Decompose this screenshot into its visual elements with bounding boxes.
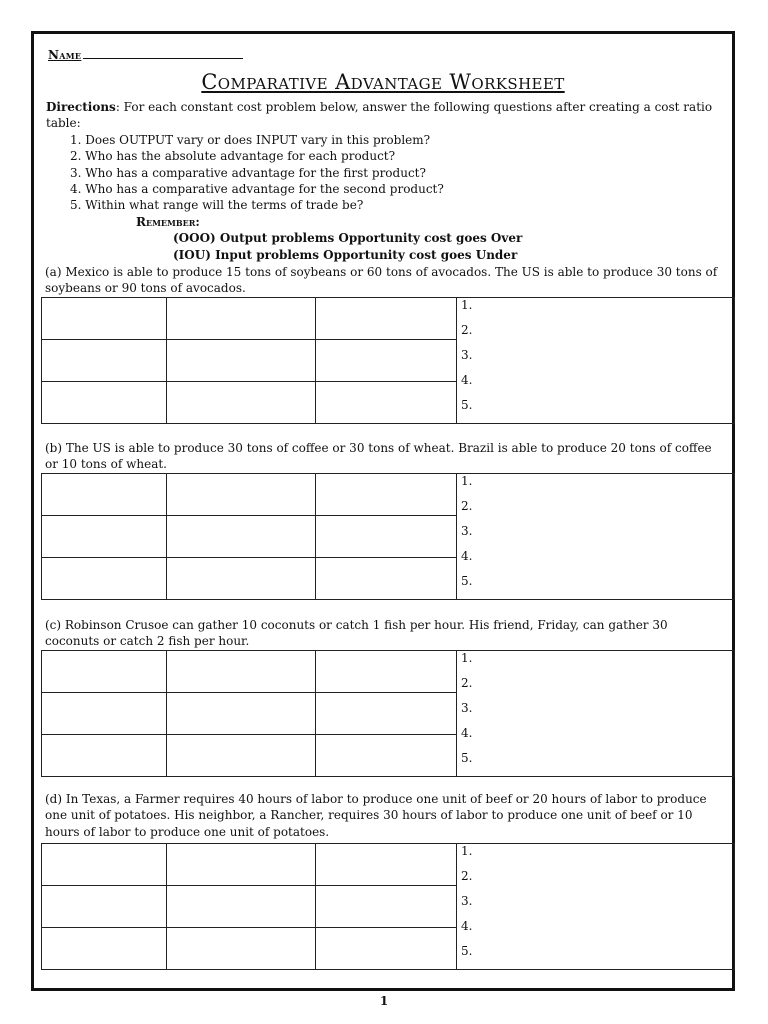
table-cell[interactable] [316,516,457,558]
problem-text: (b) The US is able to produce 30 tons of coffee or 30 tons of wheat. Brazil is able to produce 20 tons of coffee or 10 tons of wheat. [45,441,712,472]
answer-label: 4. [461,726,473,740]
table-cell[interactable] [42,340,167,382]
answer-label: 1. [461,474,473,488]
table-cell[interactable] [316,340,457,382]
problem-text: (c) Robinson Crusoe can gather 10 coconuts or catch 1 fish per hour. His friend, Friday, can gather 30 coconuts or catch 2 fish per hour. [45,618,668,649]
rule-ooo: (OOO) Output problems Opportunity cost goes Over [173,231,523,246]
table-cell[interactable] [167,735,316,777]
table-cell[interactable] [167,382,316,424]
answer-column[interactable] [457,298,735,424]
answer-label: 1. [461,651,473,665]
table-cell[interactable] [42,844,167,886]
table-cell[interactable] [42,516,167,558]
table-cell[interactable] [316,651,457,693]
answer-column[interactable] [457,474,735,600]
table-cell[interactable] [42,298,167,340]
answer-label: 4. [461,919,473,933]
answer-label: 4. [461,373,473,387]
question-item: 3. Who has a comparative advantage for the first product? [70,165,426,180]
answer-label: 3. [461,524,473,538]
table-cell[interactable] [316,474,457,516]
table-cell[interactable] [167,474,316,516]
table-cell[interactable] [167,651,316,693]
table-cell[interactable] [316,558,457,600]
name-field [48,48,243,62]
question-item: 2. Who has the absolute advantage for each product? [70,149,396,164]
worksheet-frame [31,31,735,991]
table-cell[interactable] [167,844,316,886]
table-cell[interactable] [42,474,167,516]
question-item: 4. Who has a comparative advantage for the second product? [70,182,444,197]
answer-column[interactable] [457,651,735,777]
answer-label: 4. [461,549,473,563]
problem-b [41,440,738,588]
table-cell[interactable] [316,928,457,970]
answer-label: 5. [461,751,473,765]
answer-label: 2. [461,869,473,883]
table-cell[interactable] [42,558,167,600]
answer-label: 5. [461,574,473,588]
table-cell[interactable] [316,298,457,340]
table-cell[interactable] [167,340,316,382]
table-cell[interactable] [167,886,316,928]
answer-label: 3. [461,894,473,908]
table-cell[interactable] [316,382,457,424]
cost-ratio-table [41,843,735,970]
table-cell[interactable] [316,844,457,886]
name-label: Name [48,48,82,62]
table-cell[interactable] [42,651,167,693]
table-cell[interactable] [167,298,316,340]
table-cell[interactable] [167,693,316,735]
table-cell[interactable] [167,928,316,970]
page-number: 1 [379,994,389,1008]
question-list [46,132,726,214]
table-cell[interactable] [167,558,316,600]
answer-label: 5. [461,944,473,958]
remember-label: Remember: [136,214,200,229]
problem-d [41,791,738,958]
answer-label: 3. [461,701,473,715]
directions-intro [46,99,726,132]
cost-ratio-table [41,473,735,600]
table-cell[interactable] [316,693,457,735]
table-cell[interactable] [42,928,167,970]
problem-c [41,617,738,765]
answer-label: 1. [461,844,473,858]
table-cell[interactable] [167,516,316,558]
answer-label: 2. [461,676,473,690]
answer-label: 3. [461,348,473,362]
problem-a [41,264,738,412]
problem-text: (d) In Texas, a Farmer requires 40 hours of labor to produce one unit of beef or 20 hours of labor to produce one unit of potatoes. His neighbor, a Rancher, requires 30 hours of labor to produce one unit of beef or 10 hours of labor to produce one unit of potatoes. [45,792,707,839]
answer-label: 1. [461,298,473,312]
table-cell[interactable] [42,735,167,777]
page-title: Comparative Advantage Worksheet [201,70,565,94]
cost-ratio-table [41,650,735,777]
answer-column[interactable] [457,844,735,970]
table-cell[interactable] [316,735,457,777]
answer-label: 5. [461,398,473,412]
table-cell[interactable] [316,886,457,928]
question-item: 1. Does OUTPUT vary or does INPUT vary in this problem? [70,132,431,147]
table-cell[interactable] [42,382,167,424]
problem-text: (a) Mexico is able to produce 15 tons of soybeans or 60 tons of avocados. The US is able to produce 30 tons of soybeans or 90 tons of avocados. [45,265,718,296]
directions [46,99,726,263]
cost-ratio-table [41,297,735,424]
question-item: 5. Within what range will the terms of trade be? [70,198,364,213]
name-blank[interactable] [83,57,243,59]
answer-label: 2. [461,499,473,513]
answer-label: 2. [461,323,473,337]
directions-text: : For each constant cost problem below, answer the following questions after creating a cost ratio table: [46,100,713,131]
table-cell[interactable] [42,886,167,928]
directions-label: Directions [46,100,116,114]
table-cell[interactable] [42,693,167,735]
rule-iou: (IOU) Input problems Opportunity cost goes Under [173,247,518,262]
